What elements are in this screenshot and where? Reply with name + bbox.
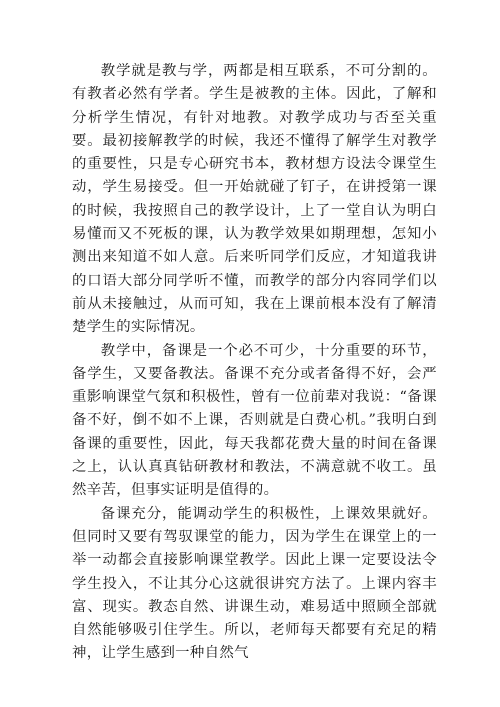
paragraph-1: 教学就是教与学，两都是相互联系，不可分割的。有教者必然有学者。学生是被教的主体。因此，了解和分析学生情况，有针对地教。对教学成功与否至关重要。最初接解教学的时候，我还不懂得了解学生对教学的重要性，只是专心研究书本，教材想方设法令课堂生动，学生易接受。但一开始就碰了钉子，在讲授第一课的时候，我按照自己的教学设计，上了一堂自认为明白易懂而又不死板的课，认为教学效果如期理想，怎知小测出来知道不如人意。后来听同学们反应，才知道我讲的口语大部分同学听不懂，而教学的部分内容同学们以前从未接触过，从而可知，我在上课前根本没有了解清楚学生的实际情况。 [72,63,437,336]
body-text [72,60,437,666]
paragraph-2: 教学中，备课是一个必不可少，十分重要的环节，备学生，又要备教法。备课不充分或者备得不好，会严重影响课堂气氛和积极性，曾有一位前辈对我说：“备课备不好，倒不如不上课，否则就是白费心机。”我明白到备课的重要性，因此，每天我都花费大量的时间在备课之上，认认真真钻研教材和教法，不满意就不收工。虽然辛苦，但事实证明是值得的。 [72,342,437,499]
paragraph-3: 备课充分，能调动学生的积极性，上课效果就好。但同时又要有驾驭课堂的能力，因为学生在课堂上的一举一动都会直接影响课堂教学。因此上课一定要设法令学生投入，不让其分心这就很讲究方法了。上课内容丰富、现实。教态自然、讲课生动，难易适中照顾全部就自然能够吸引住学生。所以，老师每天都要有充足的精神，让学生感到一种自然气 [72,505,437,662]
